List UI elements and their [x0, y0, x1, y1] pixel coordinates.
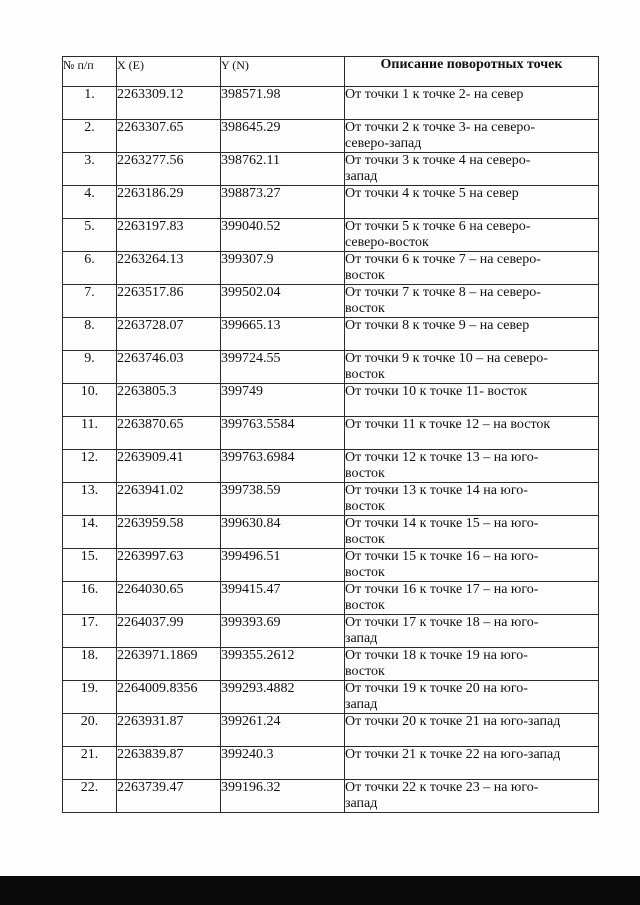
row-number: 8. — [63, 318, 117, 351]
table-row — [63, 615, 599, 648]
table-row — [63, 351, 599, 384]
table-row — [63, 681, 599, 714]
row-number: 7. — [63, 285, 117, 318]
point-description: От точки 17 к точке 18 – на юго- запад — [345, 615, 599, 648]
x-coordinate: 2263197.83 — [117, 219, 221, 252]
x-coordinate: 2263971.1869 — [117, 648, 221, 681]
point-description: От точки 22 к точке 23 – на юго- запад — [345, 780, 599, 813]
x-coordinate: 2263870.65 — [117, 417, 221, 450]
table-row — [63, 219, 599, 252]
y-coordinate: 398571.98 — [221, 87, 345, 120]
table-row — [63, 780, 599, 813]
point-description: От точки 3 к точке 4 на северо- запад — [345, 153, 599, 186]
table-row — [63, 714, 599, 747]
x-coordinate: 2264037.99 — [117, 615, 221, 648]
y-coordinate: 399763.6984 — [221, 450, 345, 483]
y-coordinate: 399240.3 — [221, 747, 345, 780]
point-description: От точки 8 к точке 9 – на север — [345, 318, 599, 351]
x-coordinate: 2263739.47 — [117, 780, 221, 813]
table-row — [63, 318, 599, 351]
table-header-row — [63, 57, 599, 87]
y-coordinate: 399496.51 — [221, 549, 345, 582]
x-coordinate: 2263277.56 — [117, 153, 221, 186]
row-number: 9. — [63, 351, 117, 384]
y-coordinate: 399293.4882 — [221, 681, 345, 714]
table-row — [63, 582, 599, 615]
point-description: От точки 16 к точке 17 – на юго- восток — [345, 582, 599, 615]
point-description: От точки 4 к точке 5 на север — [345, 186, 599, 219]
header-x-coordinate: X (E) — [117, 57, 221, 87]
row-number: 10. — [63, 384, 117, 417]
point-description: От точки 11 к точке 12 – на восток — [345, 417, 599, 450]
y-coordinate: 399502.04 — [221, 285, 345, 318]
header-y-coordinate: Y (N) — [221, 57, 345, 87]
row-number: 6. — [63, 252, 117, 285]
row-number: 4. — [63, 186, 117, 219]
x-coordinate: 2263931.87 — [117, 714, 221, 747]
table-row — [63, 186, 599, 219]
table-row — [63, 285, 599, 318]
y-coordinate: 399307.9 — [221, 252, 345, 285]
x-coordinate: 2263728.07 — [117, 318, 221, 351]
table-row — [63, 252, 599, 285]
y-coordinate: 399393.69 — [221, 615, 345, 648]
y-coordinate: 398873.27 — [221, 186, 345, 219]
header-description: Описание поворотных точек — [345, 57, 599, 87]
row-number: 20. — [63, 714, 117, 747]
table-row — [63, 483, 599, 516]
x-coordinate: 2263309.12 — [117, 87, 221, 120]
point-description: От точки 2 к точке 3- на северо- северо-запад — [345, 120, 599, 153]
x-coordinate: 2263959.58 — [117, 516, 221, 549]
x-coordinate: 2263186.29 — [117, 186, 221, 219]
table-row — [63, 120, 599, 153]
row-number: 12. — [63, 450, 117, 483]
x-coordinate: 2263909.41 — [117, 450, 221, 483]
point-description: От точки 14 к точке 15 – на юго- восток — [345, 516, 599, 549]
row-number: 18. — [63, 648, 117, 681]
y-coordinate: 399196.32 — [221, 780, 345, 813]
point-description: От точки 12 к точке 13 – на юго- восток — [345, 450, 599, 483]
point-description: От точки 13 к точке 14 на юго- восток — [345, 483, 599, 516]
row-number: 3. — [63, 153, 117, 186]
coordinates-table — [62, 56, 599, 813]
y-coordinate: 399355.2612 — [221, 648, 345, 681]
y-coordinate: 399749 — [221, 384, 345, 417]
table-row — [63, 87, 599, 120]
row-number: 21. — [63, 747, 117, 780]
y-coordinate: 399261.24 — [221, 714, 345, 747]
table-row — [63, 450, 599, 483]
y-coordinate: 398762.11 — [221, 153, 345, 186]
row-number: 22. — [63, 780, 117, 813]
table-row — [63, 516, 599, 549]
x-coordinate: 2264009.8356 — [117, 681, 221, 714]
point-description: От точки 9 к точке 10 – на северо- восток — [345, 351, 599, 384]
table-row — [63, 384, 599, 417]
x-coordinate: 2263941.02 — [117, 483, 221, 516]
point-description: От точки 21 к точке 22 на юго-запад — [345, 747, 599, 780]
point-description: От точки 7 к точке 8 – на северо- восток — [345, 285, 599, 318]
table-row — [63, 549, 599, 582]
row-number: 5. — [63, 219, 117, 252]
y-coordinate: 399738.59 — [221, 483, 345, 516]
point-description: От точки 19 к точке 20 на юго- запад — [345, 681, 599, 714]
row-number: 14. — [63, 516, 117, 549]
point-description: От точки 18 к точке 19 на юго- восток — [345, 648, 599, 681]
point-description: От точки 15 к точке 16 – на юго- восток — [345, 549, 599, 582]
y-coordinate: 399665.13 — [221, 318, 345, 351]
y-coordinate: 399415.47 — [221, 582, 345, 615]
x-coordinate: 2263839.87 — [117, 747, 221, 780]
row-number: 13. — [63, 483, 117, 516]
x-coordinate: 2263997.63 — [117, 549, 221, 582]
row-number: 16. — [63, 582, 117, 615]
y-coordinate: 399763.5584 — [221, 417, 345, 450]
point-description: От точки 6 к точке 7 – на северо- восток — [345, 252, 599, 285]
x-coordinate: 2264030.65 — [117, 582, 221, 615]
y-coordinate: 399724.55 — [221, 351, 345, 384]
table-row — [63, 417, 599, 450]
point-description: От точки 10 к точке 11- восток — [345, 384, 599, 417]
x-coordinate: 2263307.65 — [117, 120, 221, 153]
header-number: № п/п — [63, 57, 117, 87]
point-description: От точки 1 к точке 2- на север — [345, 87, 599, 120]
table-row — [63, 648, 599, 681]
row-number: 1. — [63, 87, 117, 120]
y-coordinate: 399040.52 — [221, 219, 345, 252]
row-number: 19. — [63, 681, 117, 714]
x-coordinate: 2263517.86 — [117, 285, 221, 318]
point-description: От точки 20 к точке 21 на юго-запад — [345, 714, 599, 747]
x-coordinate: 2263264.13 — [117, 252, 221, 285]
row-number: 11. — [63, 417, 117, 450]
table-row — [63, 153, 599, 186]
scan-bottom-border — [0, 876, 640, 905]
row-number: 17. — [63, 615, 117, 648]
x-coordinate: 2263746.03 — [117, 351, 221, 384]
point-description: От точки 5 к точке 6 на северо- северо-восток — [345, 219, 599, 252]
y-coordinate: 398645.29 — [221, 120, 345, 153]
table-body — [63, 87, 599, 813]
y-coordinate: 399630.84 — [221, 516, 345, 549]
row-number: 15. — [63, 549, 117, 582]
x-coordinate: 2263805.3 — [117, 384, 221, 417]
table-row — [63, 747, 599, 780]
row-number: 2. — [63, 120, 117, 153]
